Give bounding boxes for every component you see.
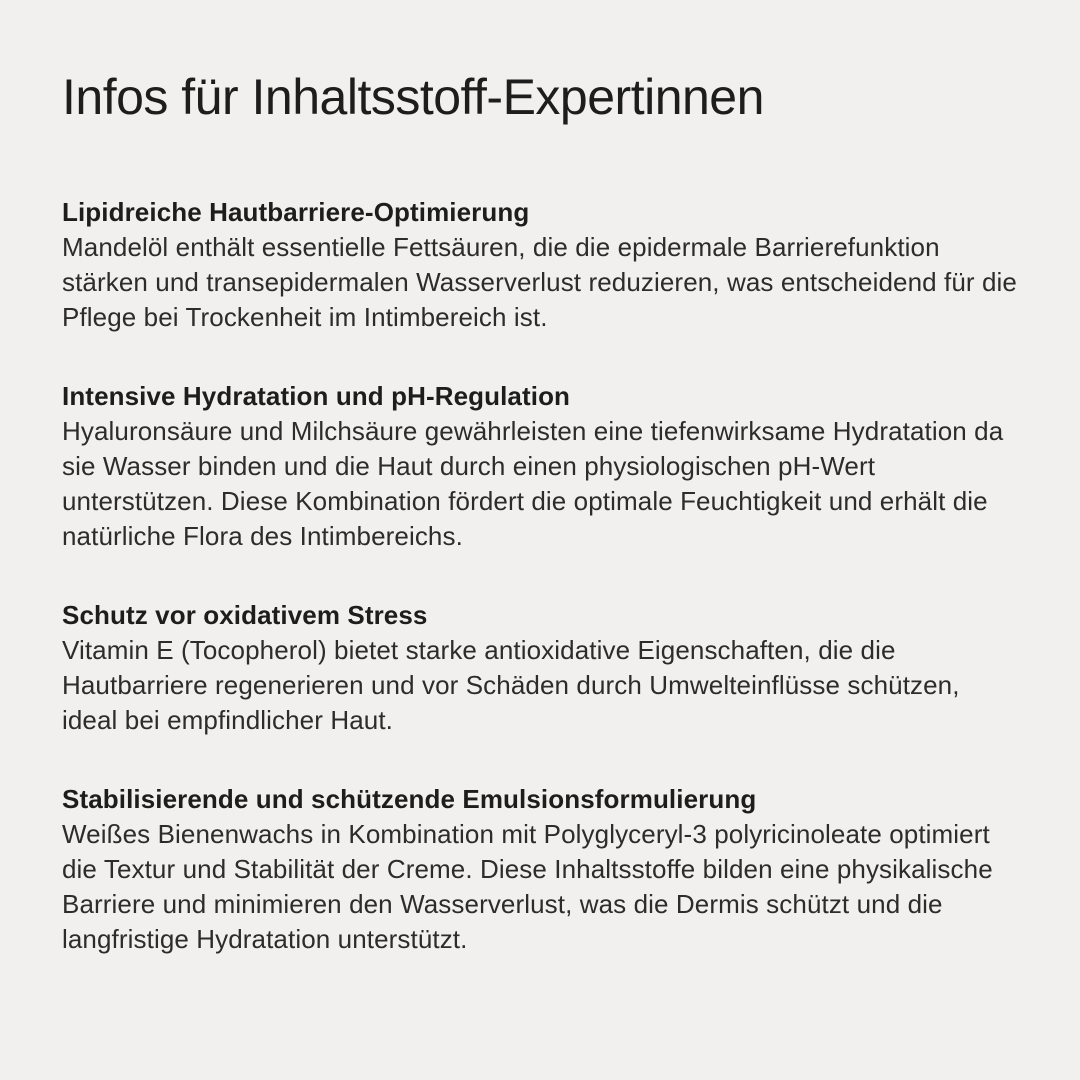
section-hydration-ph	[62, 379, 1018, 554]
section-lipid-barrier	[62, 195, 1018, 335]
section-heading: Lipidreiche Hautbarriere-Optimierung	[62, 197, 530, 227]
section-body: Weißes Bienenwachs in Kombination mit Polyglyceryl-3 polyricinoleate optimiert die Textur und Stabilität der Creme. Diese Inhaltsstoffe bilden eine physikalische Barriere und minimieren den Wasserverlust, was die Dermis schützt und die langfristige Hydratation unterstützt.	[62, 819, 993, 954]
section-oxidative-stress	[62, 598, 1018, 738]
page-title: Infos für Inhaltsstoff-Expertinnen	[62, 69, 764, 125]
section-body: Mandelöl enthält essentielle Fettsäuren, die die epidermale Barrierefunktion stärken und transepidermalen Wasserverlust reduzieren, was entscheidend für die Pflege bei Trockenheit im Intimbereich ist.	[62, 232, 1017, 332]
section-heading: Schutz vor oxidativem Stress	[62, 600, 428, 630]
section-emulsion-formulation	[62, 782, 1018, 957]
section-heading: Intensive Hydratation und pH-Regulation	[62, 381, 571, 411]
section-body: Vitamin E (Tocopherol) bietet starke antioxidative Eigenschaften, die die Hautbarriere regenerieren und vor Schäden durch Umwelteinflüsse schützen, ideal bei empfindlicher Haut.	[62, 635, 960, 735]
section-body: Hyaluronsäure und Milchsäure gewährleisten eine tiefenwirksame Hydratation da sie Wasser binden und die Haut durch einen physiologischen pH-Wert unterstützen. Diese Kombination fördert die optimale Feuchtigkeit und erhält die natürliche Flora des Intimbereichs.	[62, 416, 1004, 551]
section-heading: Stabilisierende und schützende Emulsionsformulierung	[62, 784, 757, 814]
